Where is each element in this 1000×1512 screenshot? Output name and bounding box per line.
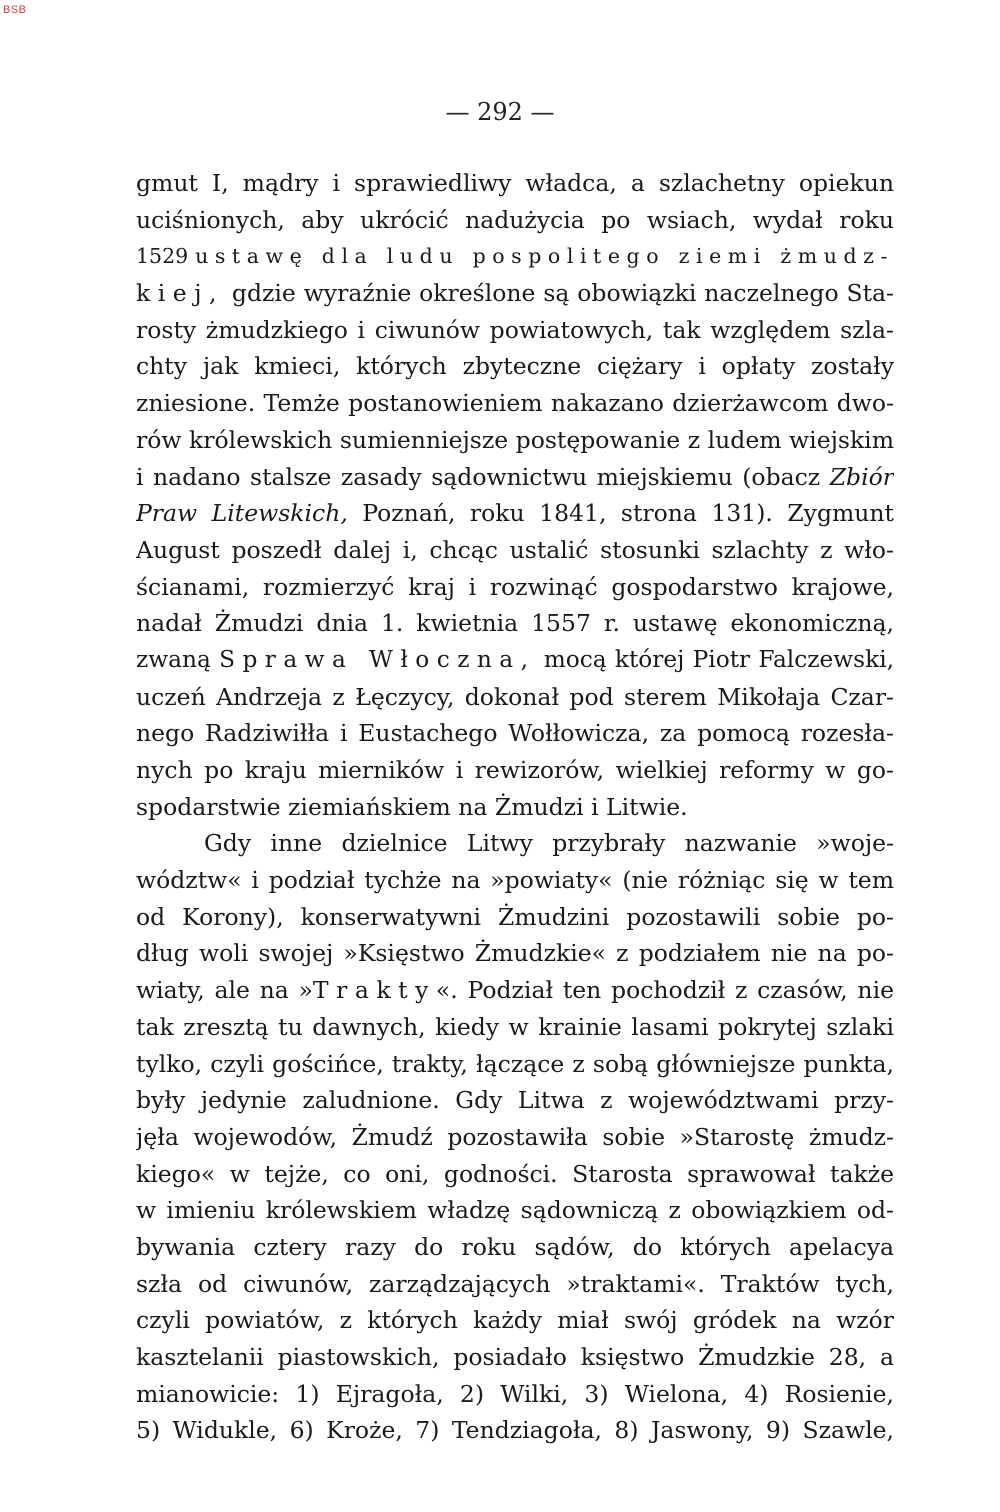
text-line: były jedynie zaludnione. Gdy Litwa z województwami przy- xyxy=(136,1086,894,1115)
spaced-title: ustawę dla ludu pospolitego ziemi żmudz- xyxy=(195,244,894,269)
text-line: tak zresztą tu dawnych, kiedy w krainie lasami pokrytej szlaki xyxy=(136,1012,894,1041)
line-text: «. Podział ten pochodził z czasów, nie xyxy=(435,976,894,1005)
text-line: szła od ciwunów, zarządzających »traktami«. Traktów tych, xyxy=(136,1269,894,1298)
text-line xyxy=(136,238,894,275)
text-line: kiego« w tejże, co oni, godności. Starosta sprawował także xyxy=(136,1159,894,1188)
text-line: nych po kraju mierników i rewizorów, wielkiej reformy w go- xyxy=(136,756,894,784)
spaced-title: Sprawa Włoczna, xyxy=(219,645,536,673)
page-number: — 292 — xyxy=(445,98,555,126)
text-line: gmut I, mądry i sprawiedliwy władca, a szlachetny opiekun xyxy=(136,169,894,197)
text-line: w imieniu królewskiem władzę sądowniczą z obowiązkiem od- xyxy=(136,1196,894,1225)
text-line: rów królewskich sumienniejsze postępowanie z ludem wiejskim xyxy=(136,425,894,454)
text-line: nego Radziwiłła i Eustachego Wołłowicza, za pomocą rozesła- xyxy=(136,719,894,748)
italic-title: Praw Litewskich, xyxy=(136,499,348,528)
text-line: kasztelanii piastowskich, posiadało księstwo Żmudzkie 28, a xyxy=(136,1343,894,1371)
text-line: zniesione. Temże postanowieniem nakazano dzierżawcom dwo- xyxy=(136,389,894,418)
text-line: rosty żmudzkiego i ciwunów powiatowych, tak względem szla- xyxy=(136,315,894,344)
text-line: chty jak kmieci, których zbyteczne ciężary i opłaty zostały xyxy=(136,352,894,381)
text-line xyxy=(136,275,894,312)
line-text: i nadano stalsze zasady sądownictwu miejskiemu (obacz xyxy=(136,462,821,491)
text-line: tylko, czyli gościńce, trakty, łączące z sobą główniejsze punkta, xyxy=(136,1049,894,1078)
italic-title: Zbiór xyxy=(829,462,894,491)
body-text xyxy=(136,165,894,1449)
library-watermark: BSB xyxy=(3,4,27,16)
text-line: wództw« i podział tychże na »powiaty« (nie różniąc się w tem xyxy=(136,866,894,895)
paragraph-start: Gdy inne dzielnice Litwy przybrały nazwanie »woje- xyxy=(204,829,894,858)
text-line: bywania cztery razy do roku sądów, do których apelacya xyxy=(136,1232,894,1261)
text-line: ścianami, rozmierzyć kraj i rozwinąć gospodarstwo krajowe, xyxy=(136,572,894,601)
text-line: 5) Widukle, 6) Kroże, 7) Tendziagoła, 8) Jaswony, 9) Szawle, xyxy=(136,1416,894,1445)
line-text: mocą której Piotr Falczewski, xyxy=(543,645,894,673)
line-text: Poznań, roku 1841, strona 131). Zygmunt xyxy=(362,499,894,528)
text-line: nadał Żmudzi dnia 1. kwietnia 1557 r. ustawę ekonomiczną, xyxy=(136,609,894,638)
text-line xyxy=(136,495,894,532)
text-line xyxy=(136,459,894,496)
spaced-title-end: kiej, xyxy=(136,279,225,308)
text-line: August poszedł dalej i, chcąc ustalić stosunki szlachty z wło- xyxy=(136,535,894,564)
text-line: spodarstwie ziemiańskiem na Żmudzi i Litwie. xyxy=(136,792,688,821)
text-line: dług woli swojej »Księstwo Żmudzkie« z podziałem nie na po- xyxy=(136,939,894,968)
line-text: zwaną xyxy=(136,645,211,673)
line-text: wiaty, ale na » xyxy=(136,976,313,1005)
line-continuation: gdzie wyraźnie określone są obowiązki naczelnego Sta- xyxy=(231,279,894,308)
text-line xyxy=(136,642,894,679)
text-line: mianowicie: 1) Ejragoła, 2) Wilki, 3) Wielona, 4) Rosienie, xyxy=(136,1379,894,1408)
text-line: od Korony), konserwatywni Żmudzini pozostawili sobie po- xyxy=(136,902,894,931)
text-line: uciśnionych, aby ukrócić nadużycia po wsiach, wydał roku xyxy=(136,205,894,234)
spaced-term: Trakty xyxy=(312,976,436,1005)
text-line: uczeń Andrzeja z Łęczycy, dokonał pod sterem Mikołaja Czar- xyxy=(136,682,894,711)
text-line: jęła wojewodów, Żmudź pozostawiła sobie »Starostę żmudz- xyxy=(136,1122,894,1151)
text-line: czyli powiatów, z których każdy miał swój gródek na wzór xyxy=(136,1306,894,1335)
year-text: 1529 xyxy=(136,244,189,269)
text-line xyxy=(136,972,894,1009)
